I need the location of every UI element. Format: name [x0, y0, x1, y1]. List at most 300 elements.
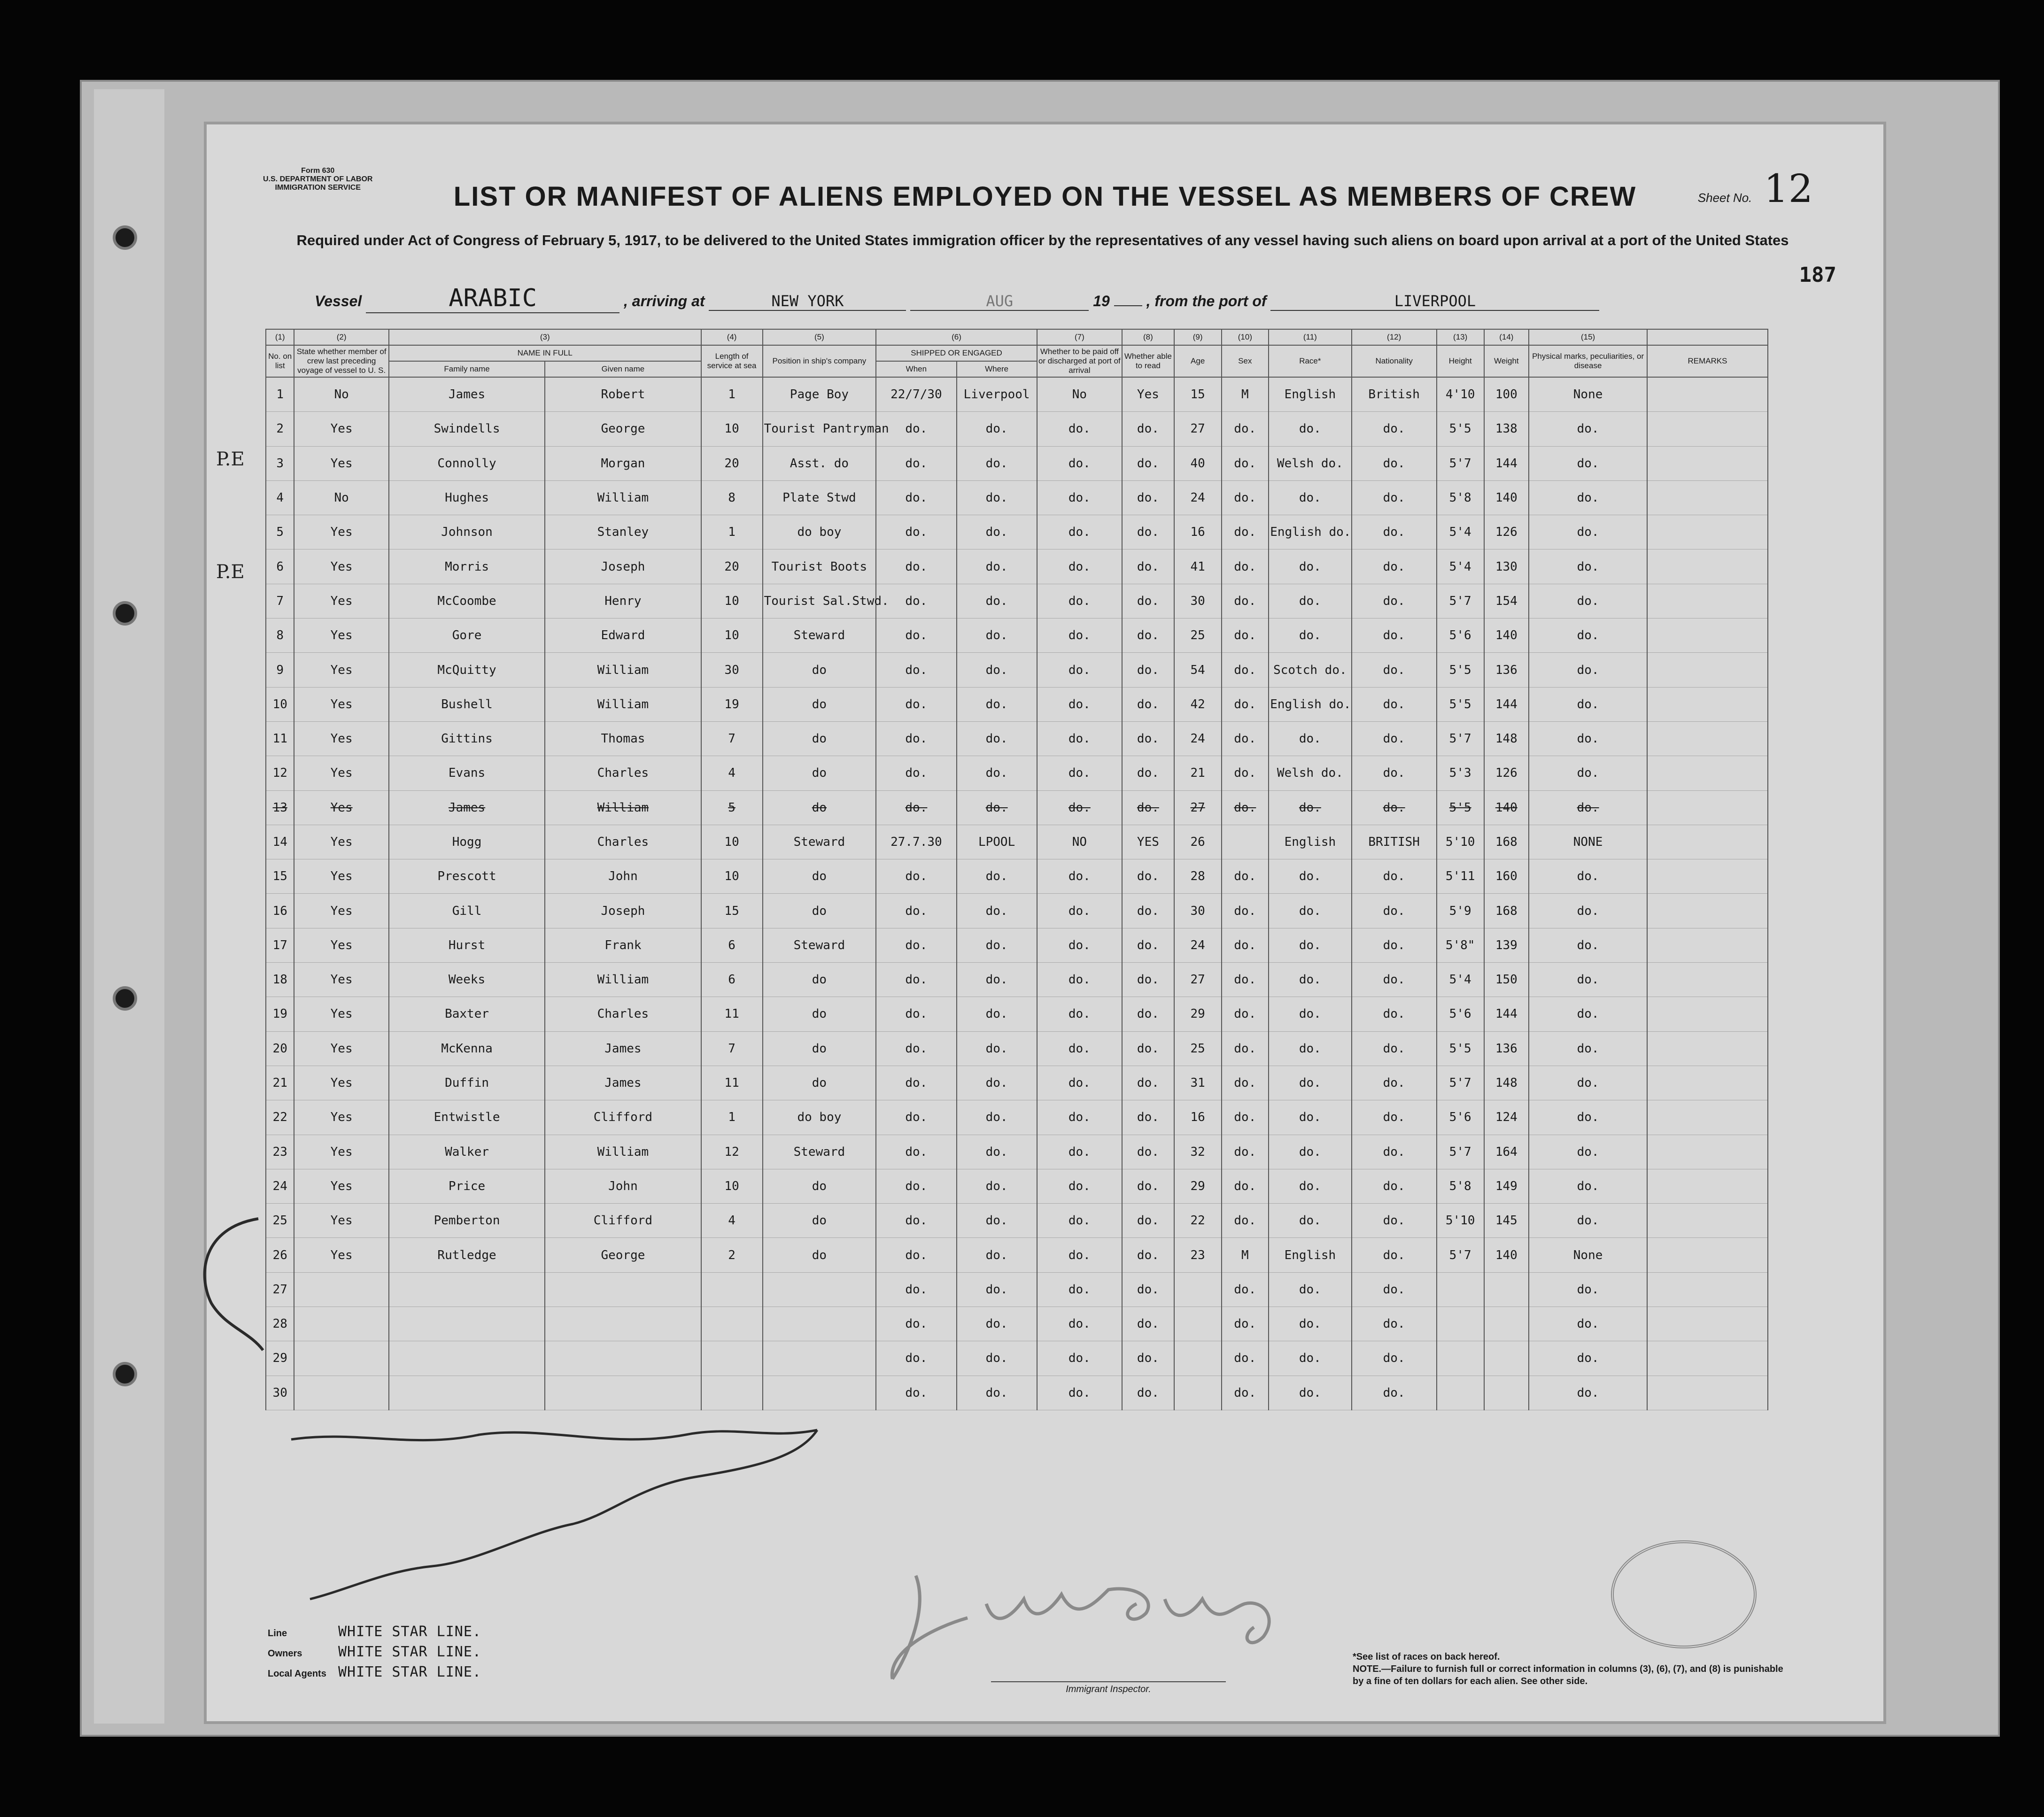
- cell-prev: [294, 1376, 388, 1410]
- agents-label: Local Agents: [268, 1669, 326, 1679]
- cell-height: 5'5: [1437, 1031, 1484, 1066]
- cell-paid: do.: [1037, 1066, 1122, 1100]
- header-remarks: REMARKS: [1647, 345, 1768, 377]
- cell-no: 7: [266, 584, 294, 618]
- cell-remarks: [1647, 1100, 1768, 1135]
- cell-when: do.: [876, 928, 956, 962]
- table-row: [266, 1376, 1768, 1410]
- table-row: [266, 1204, 1768, 1238]
- cell-service: 10: [701, 584, 763, 618]
- margin-note-pe: P.E: [216, 448, 245, 470]
- cell-sex: do.: [1222, 1307, 1269, 1341]
- cell-marks: NONE: [1529, 825, 1647, 859]
- cell-family: Pemberton: [389, 1204, 545, 1238]
- cell-no: 3: [266, 446, 294, 480]
- cell-age: 24: [1174, 480, 1222, 515]
- header-name: NAME IN FULL: [389, 345, 701, 361]
- cell-no: 19: [266, 997, 294, 1031]
- cell-remarks: [1647, 1307, 1768, 1341]
- cell-given: [545, 1272, 701, 1307]
- cell-height: [1437, 1341, 1484, 1376]
- cell-when: 22/7/30: [876, 377, 956, 412]
- cell-where: do.: [957, 1031, 1037, 1066]
- cell-prev: [294, 1341, 388, 1376]
- from-label: , from the port of: [1146, 293, 1267, 309]
- cell-race: do.: [1269, 721, 1351, 756]
- cell-prev: [294, 1272, 388, 1307]
- cell-family: Swindells: [389, 412, 545, 446]
- cell-paid: do.: [1037, 721, 1122, 756]
- cell-when: do.: [876, 446, 956, 480]
- cell-sex: do.: [1222, 515, 1269, 549]
- cell-position: Page Boy: [763, 377, 876, 412]
- agents-value: WHITE STAR LINE.: [338, 1664, 481, 1680]
- cell-prev: Yes: [294, 584, 388, 618]
- cell-where: do.: [957, 1272, 1037, 1307]
- cell-service: [701, 1307, 763, 1341]
- cell-paid: do.: [1037, 1238, 1122, 1272]
- cell-weight: [1484, 1307, 1529, 1341]
- cell-service: [701, 1272, 763, 1307]
- cell-marks: do.: [1529, 1341, 1647, 1376]
- cell-position: do: [763, 1238, 876, 1272]
- cell-weight: [1484, 1376, 1529, 1410]
- cell-when: do.: [876, 480, 956, 515]
- cell-read: do.: [1122, 1169, 1174, 1203]
- cell-age: 27: [1174, 963, 1222, 997]
- cell-read: do.: [1122, 584, 1174, 618]
- cell-nat: do.: [1352, 687, 1437, 721]
- cell-when: do.: [876, 515, 956, 549]
- cell-weight: [1484, 1341, 1529, 1376]
- cell-remarks: [1647, 480, 1768, 515]
- cell-service: 12: [701, 1135, 763, 1169]
- cell-read: do.: [1122, 1100, 1174, 1135]
- cell-family: Hogg: [389, 825, 545, 859]
- table-row: [266, 1066, 1768, 1100]
- table-row: [266, 997, 1768, 1031]
- line-label: Line: [268, 1628, 287, 1639]
- cell-age: 22: [1174, 1204, 1222, 1238]
- punch-hole: [113, 986, 137, 1011]
- cell-paid: do.: [1037, 1100, 1122, 1135]
- cell-weight: 140: [1484, 790, 1529, 825]
- cell-when: do.: [876, 653, 956, 687]
- cell-paid: do.: [1037, 549, 1122, 584]
- manifest-table-wrap: [265, 329, 1768, 1597]
- cell-position: do: [763, 1066, 876, 1100]
- cell-age: 24: [1174, 721, 1222, 756]
- cell-remarks: [1647, 1272, 1768, 1307]
- cell-sex: do.: [1222, 619, 1269, 653]
- cell-race: do.: [1269, 480, 1351, 515]
- cell-remarks: [1647, 756, 1768, 790]
- column-header-row: [266, 345, 1768, 361]
- cell-sex: do.: [1222, 790, 1269, 825]
- cell-nat: British: [1352, 377, 1437, 412]
- cell-service: 20: [701, 446, 763, 480]
- table-row: [266, 653, 1768, 687]
- cell-race: do.: [1269, 1135, 1351, 1169]
- table-row: [266, 790, 1768, 825]
- cell-when: do.: [876, 721, 956, 756]
- cell-height: 5'8: [1437, 1169, 1484, 1203]
- inspector-label: Immigrant Inspector.: [991, 1681, 1226, 1695]
- arrival-port: NEW YORK: [709, 292, 906, 311]
- cell-sex: do.: [1222, 1204, 1269, 1238]
- cell-prev: Yes: [294, 515, 388, 549]
- cell-where: do.: [957, 790, 1037, 825]
- header-sex: Sex: [1222, 345, 1269, 377]
- cell-position: Asst. do: [763, 446, 876, 480]
- cell-weight: 126: [1484, 515, 1529, 549]
- cell-race: do.: [1269, 1272, 1351, 1307]
- cell-prev: No: [294, 377, 388, 412]
- cell-given: Charles: [545, 825, 701, 859]
- cell-where: do.: [957, 756, 1037, 790]
- cell-nat: do.: [1352, 756, 1437, 790]
- cell-paid: do.: [1037, 756, 1122, 790]
- cell-family: [389, 1307, 545, 1341]
- cell-given: George: [545, 1238, 701, 1272]
- cell-when: do.: [876, 619, 956, 653]
- cell-service: 10: [701, 825, 763, 859]
- table-row: [266, 756, 1768, 790]
- cell-no: 27: [266, 1272, 294, 1307]
- cell-prev: Yes: [294, 1135, 388, 1169]
- cell-race: Welsh do.: [1269, 756, 1351, 790]
- cell-paid: do.: [1037, 1376, 1122, 1410]
- cell-family: Evans: [389, 756, 545, 790]
- cell-marks: do.: [1529, 963, 1647, 997]
- cell-read: do.: [1122, 1341, 1174, 1376]
- cell-weight: 149: [1484, 1169, 1529, 1203]
- table-row: [266, 446, 1768, 480]
- cell-nat: do.: [1352, 549, 1437, 584]
- cell-weight: 124: [1484, 1100, 1529, 1135]
- cell-sex: do.: [1222, 1100, 1269, 1135]
- cell-paid: do.: [1037, 894, 1122, 928]
- cell-sex: do.: [1222, 584, 1269, 618]
- cell-nat: do.: [1352, 653, 1437, 687]
- cell-family: Gittins: [389, 721, 545, 756]
- cell-service: 1: [701, 1100, 763, 1135]
- cell-where: do.: [957, 1341, 1037, 1376]
- cell-no: 6: [266, 549, 294, 584]
- cell-family: Hughes: [389, 480, 545, 515]
- manifest-rows: [266, 377, 1768, 1410]
- cell-age: 28: [1174, 859, 1222, 894]
- cell-weight: 150: [1484, 963, 1529, 997]
- vessel-line: [315, 284, 1818, 313]
- cell-marks: do.: [1529, 480, 1647, 515]
- cell-age: 54: [1174, 653, 1222, 687]
- cell-prev: [294, 1307, 388, 1341]
- cell-read: do.: [1122, 1272, 1174, 1307]
- cell-service: 5: [701, 790, 763, 825]
- table-row: [266, 963, 1768, 997]
- cell-family: Hurst: [389, 928, 545, 962]
- cell-remarks: [1647, 1376, 1768, 1410]
- cell-marks: do.: [1529, 584, 1647, 618]
- cell-prev: Yes: [294, 721, 388, 756]
- cell-height: 5'4: [1437, 515, 1484, 549]
- cell-nat: do.: [1352, 790, 1437, 825]
- cell-paid: NO: [1037, 825, 1122, 859]
- date-stamp: AUG: [910, 292, 1089, 311]
- cell-nat: do.: [1352, 1031, 1437, 1066]
- cell-read: do.: [1122, 1031, 1174, 1066]
- header-position: Position in ship's company: [763, 345, 876, 377]
- cell-race: do.: [1269, 1066, 1351, 1100]
- cell-read: do.: [1122, 619, 1174, 653]
- cell-prev: Yes: [294, 653, 388, 687]
- cell-nat: do.: [1352, 894, 1437, 928]
- cell-age: 25: [1174, 1031, 1222, 1066]
- cell-height: 5'5: [1437, 412, 1484, 446]
- cell-prev: Yes: [294, 1031, 388, 1066]
- cell-when: do.: [876, 1135, 956, 1169]
- cell-given: [545, 1307, 701, 1341]
- cell-no: 17: [266, 928, 294, 962]
- cell-weight: 136: [1484, 653, 1529, 687]
- cell-remarks: [1647, 446, 1768, 480]
- cell-weight: 100: [1484, 377, 1529, 412]
- cell-service: 1: [701, 377, 763, 412]
- cell-family: Bushell: [389, 687, 545, 721]
- cell-where: do.: [957, 963, 1037, 997]
- cell-nat: do.: [1352, 1307, 1437, 1341]
- cell-given: William: [545, 790, 701, 825]
- cell-given: John: [545, 1169, 701, 1203]
- cell-family: Duffin: [389, 1066, 545, 1100]
- cell-paid: do.: [1037, 1169, 1122, 1203]
- cell-where: do.: [957, 515, 1037, 549]
- cell-given: Joseph: [545, 549, 701, 584]
- cell-no: 28: [266, 1307, 294, 1341]
- cell-prev: Yes: [294, 928, 388, 962]
- cell-when: do.: [876, 790, 956, 825]
- cell-marks: do.: [1529, 446, 1647, 480]
- header-read: Whether able to read: [1122, 345, 1174, 377]
- cell-no: 29: [266, 1341, 294, 1376]
- cell-prev: Yes: [294, 963, 388, 997]
- cell-when: do.: [876, 687, 956, 721]
- cell-remarks: [1647, 412, 1768, 446]
- cell-age: 31: [1174, 1066, 1222, 1100]
- form-identifier: Form 630 U.S. DEPARTMENT OF LABOR IMMIGRATION SERVICE: [263, 167, 373, 192]
- cell-read: do.: [1122, 894, 1174, 928]
- table-row: [266, 894, 1768, 928]
- cell-family: Entwistle: [389, 1100, 545, 1135]
- cell-race: do.: [1269, 894, 1351, 928]
- header-service: Length of service at sea: [701, 345, 763, 377]
- header-marks: Physical marks, peculiarities, or disease: [1529, 345, 1647, 377]
- cell-given: William: [545, 1135, 701, 1169]
- cell-race: English: [1269, 825, 1351, 859]
- cell-nat: do.: [1352, 859, 1437, 894]
- cell-read: do.: [1122, 549, 1174, 584]
- cell-given: William: [545, 963, 701, 997]
- cell-height: 5'10: [1437, 1204, 1484, 1238]
- cell-remarks: [1647, 1169, 1768, 1203]
- cell-nat: do.: [1352, 412, 1437, 446]
- cell-nat: do.: [1352, 963, 1437, 997]
- cell-weight: 154: [1484, 584, 1529, 618]
- cell-marks: do.: [1529, 928, 1647, 962]
- cell-prev: Yes: [294, 1169, 388, 1203]
- cell-family: McCoombe: [389, 584, 545, 618]
- cell-read: do.: [1122, 687, 1174, 721]
- cell-paid: do.: [1037, 653, 1122, 687]
- cell-read: do.: [1122, 721, 1174, 756]
- cell-paid: do.: [1037, 928, 1122, 962]
- cell-weight: [1484, 1272, 1529, 1307]
- cell-when: do.: [876, 412, 956, 446]
- cell-prev: Yes: [294, 825, 388, 859]
- cell-position: Tourist Pantryman: [763, 412, 876, 446]
- cell-race: do.: [1269, 584, 1351, 618]
- cell-read: do.: [1122, 1238, 1174, 1272]
- cell-no: 12: [266, 756, 294, 790]
- cell-where: do.: [957, 480, 1037, 515]
- cell-given: [545, 1376, 701, 1410]
- cell-prev: Yes: [294, 446, 388, 480]
- cell-nat: do.: [1352, 1376, 1437, 1410]
- cell-remarks: [1647, 584, 1768, 618]
- cell-remarks: [1647, 687, 1768, 721]
- cell-prev: Yes: [294, 1066, 388, 1100]
- cell-service: [701, 1376, 763, 1410]
- cell-remarks: [1647, 1066, 1768, 1100]
- cell-sex: do.: [1222, 412, 1269, 446]
- cell-service: 10: [701, 412, 763, 446]
- cell-when: do.: [876, 549, 956, 584]
- cell-where: do.: [957, 1376, 1037, 1410]
- cell-paid: do.: [1037, 1341, 1122, 1376]
- cell-remarks: [1647, 1341, 1768, 1376]
- cell-position: Steward: [763, 1135, 876, 1169]
- cell-read: do.: [1122, 1204, 1174, 1238]
- table-row: [266, 412, 1768, 446]
- cell-sex: do.: [1222, 1031, 1269, 1066]
- header-race: Race*: [1269, 345, 1351, 377]
- cell-remarks: [1647, 825, 1768, 859]
- cell-position: Steward: [763, 825, 876, 859]
- cell-family: [389, 1341, 545, 1376]
- cell-height: [1437, 1272, 1484, 1307]
- cell-paid: do.: [1037, 515, 1122, 549]
- cell-weight: 164: [1484, 1135, 1529, 1169]
- cell-given: John: [545, 859, 701, 894]
- cell-position: do: [763, 894, 876, 928]
- cell-paid: do.: [1037, 963, 1122, 997]
- cell-age: [1174, 1341, 1222, 1376]
- header-when: When: [876, 361, 956, 377]
- cell-given: Clifford: [545, 1100, 701, 1135]
- cell-remarks: [1647, 997, 1768, 1031]
- cell-read: do.: [1122, 1307, 1174, 1341]
- cell-paid: do.: [1037, 412, 1122, 446]
- cell-no: 22: [266, 1100, 294, 1135]
- table-row: [266, 825, 1768, 859]
- cell-weight: 160: [1484, 859, 1529, 894]
- cell-race: do.: [1269, 1100, 1351, 1135]
- header-where: Where: [957, 361, 1037, 377]
- cell-sex: do.: [1222, 721, 1269, 756]
- cell-given: Stanley: [545, 515, 701, 549]
- cell-where: do.: [957, 894, 1037, 928]
- cell-remarks: [1647, 928, 1768, 962]
- cell-read: do.: [1122, 963, 1174, 997]
- cell-marks: do.: [1529, 894, 1647, 928]
- cell-paid: No: [1037, 377, 1122, 412]
- cell-no: 23: [266, 1135, 294, 1169]
- cell-no: 5: [266, 515, 294, 549]
- cell-given: Edward: [545, 619, 701, 653]
- cell-race: do.: [1269, 1341, 1351, 1376]
- corner-number: 187: [1799, 263, 1836, 287]
- cell-age: [1174, 1307, 1222, 1341]
- cell-paid: do.: [1037, 480, 1122, 515]
- cell-remarks: [1647, 1135, 1768, 1169]
- cell-age: 30: [1174, 894, 1222, 928]
- table-row: [266, 1135, 1768, 1169]
- cell-race: do.: [1269, 1204, 1351, 1238]
- cell-when: do.: [876, 1204, 956, 1238]
- cell-race: do.: [1269, 619, 1351, 653]
- cell-sex: M: [1222, 1238, 1269, 1272]
- cell-remarks: [1647, 894, 1768, 928]
- cell-age: 15: [1174, 377, 1222, 412]
- cell-where: do.: [957, 1204, 1037, 1238]
- cell-nat: do.: [1352, 619, 1437, 653]
- cell-sex: do.: [1222, 1376, 1269, 1410]
- cell-nat: do.: [1352, 1169, 1437, 1203]
- cell-sex: do.: [1222, 859, 1269, 894]
- cell-where: do.: [957, 653, 1037, 687]
- rubber-stamp: [1611, 1540, 1757, 1648]
- cell-read: do.: [1122, 1066, 1174, 1100]
- punch-hole: [113, 601, 137, 626]
- cell-paid: do.: [1037, 1272, 1122, 1307]
- cell-nat: do.: [1352, 997, 1437, 1031]
- cell-position: [763, 1341, 876, 1376]
- cell-weight: 168: [1484, 894, 1529, 928]
- cell-prev: Yes: [294, 412, 388, 446]
- cell-race: English do.: [1269, 687, 1351, 721]
- cell-height: 5'6: [1437, 619, 1484, 653]
- cell-race: do.: [1269, 549, 1351, 584]
- cell-family: Weeks: [389, 963, 545, 997]
- cell-marks: do.: [1529, 1376, 1647, 1410]
- cell-height: 5'4: [1437, 549, 1484, 584]
- cell-paid: do.: [1037, 1307, 1122, 1341]
- cell-service: 20: [701, 549, 763, 584]
- cell-no: 20: [266, 1031, 294, 1066]
- cell-paid: do.: [1037, 859, 1122, 894]
- cell-position: do: [763, 997, 876, 1031]
- cell-service: 10: [701, 859, 763, 894]
- cell-height: 5'11: [1437, 859, 1484, 894]
- cell-age: [1174, 1376, 1222, 1410]
- cell-service: 15: [701, 894, 763, 928]
- cell-where: do.: [957, 549, 1037, 584]
- cell-paid: do.: [1037, 687, 1122, 721]
- cell-remarks: [1647, 790, 1768, 825]
- cell-read: do.: [1122, 515, 1174, 549]
- cell-position: Tourist Sal.Stwd.: [763, 584, 876, 618]
